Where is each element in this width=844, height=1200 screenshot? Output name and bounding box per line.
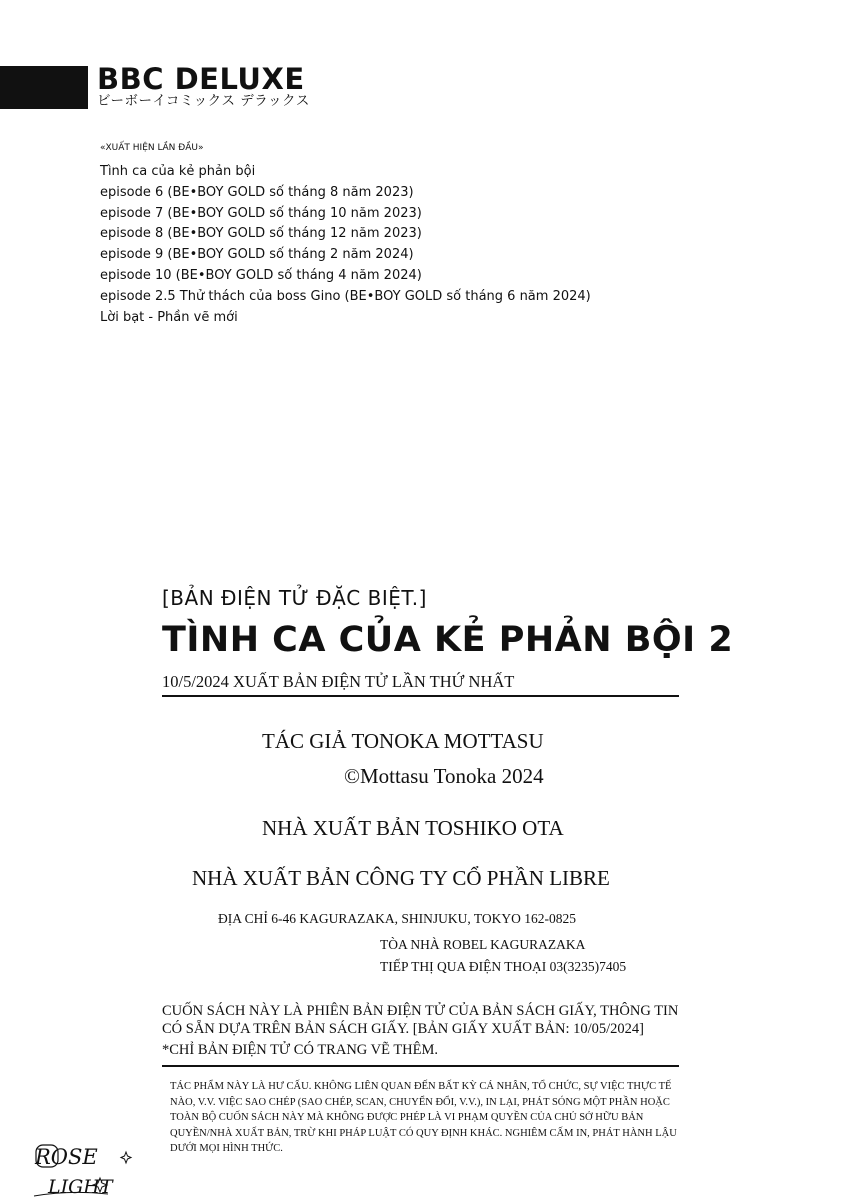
brand-bar xyxy=(0,66,88,109)
logo-text-bottom: LIGHT xyxy=(48,1176,113,1198)
divider-top xyxy=(162,695,679,697)
list-item: episode 7 (BE•BOY GOLD số tháng 10 năm 2023) xyxy=(100,205,422,221)
publication-date: 10/5/2024 XUẤT BẢN ĐIỆN TỬ LẦN THỨ NHẤT xyxy=(162,672,515,691)
address-line: ĐỊA CHỈ 6-46 KAGURAZAKA, SHINJUKU, TOKYO 162-0825 xyxy=(218,911,576,926)
list-item: episode 2.5 Thử thách của boss Gino (BE•BOY GOLD số tháng 6 năm 2024) xyxy=(100,288,591,304)
legal-notice: TÁC PHẨM NÀY LÀ HƯ CẤU. KHÔNG LIÊN QUAN ĐẾN BẤT KỲ CÁ NHÂN, TỔ CHỨC, SỰ VIỆC THỰC TẾ NÀO, V.V. VIỆC SAO CHÉP (SAO CHÉP, SCAN, CHUYỂN ĐỔI, V.V.), IN LẠI, PHÁT SÓNG MỘT PHẦN HOẶC TOÀN BỘ CUỐN SÁCH NÀY MÀ KHÔNG ĐƯỢC PHÉP LÀ VI PHẠM QUYỀN CỦA CHỦ SỞ HỮU BẢN QUYỀN/NHÀ XUẤT BẢN, TRỪ KHI PHÁP LUẬT CÓ QUY ĐỊNH KHÁC. NGHIÊM CẤM IN, PHÁT HÀNH LẬU DƯỚI MỌI HÌNH THỨC. xyxy=(170,1081,677,1154)
list-item: episode 9 (BE•BOY GOLD số tháng 2 năm 2024) xyxy=(100,247,414,263)
book-title: TÌNH CA CỦA KẺ PHẢN BỘI 2 xyxy=(162,620,734,660)
publisher-person: NHÀ XUẤT BẢN TOSHIKO OTA xyxy=(262,816,564,840)
building-line: TÒA NHÀ ROBEL KAGURAZAKA xyxy=(380,937,586,952)
brand-title: BBC DELUXE xyxy=(97,62,305,96)
author-line: TÁC GIẢ TONOKA MOTTASU xyxy=(262,729,544,753)
copyright-line: ©Mottasu Tonoka 2024 xyxy=(344,764,544,788)
first-appearance-list xyxy=(100,162,591,328)
list-item: episode 10 (BE•BOY GOLD số tháng 4 năm 2024) xyxy=(100,267,422,283)
edition-notice: CUỐN SÁCH NÀY LÀ PHIÊN BẢN ĐIỆN TỬ CỦA BẢN SÁCH GIẤY, THÔNG TIN CÓ SẴN DỰA TRÊN BẢN SÁCH GIẤY. [BẢN GIẤY XUẤT BẢN: 10/05/2024] xyxy=(162,1003,679,1037)
publisher-company: NHÀ XUẤT BẢN CÔNG TY CỔ PHẦN LIBRE xyxy=(192,866,610,890)
rose-light-logo xyxy=(30,1138,138,1200)
brand-subtitle: ビーボーイコミックス デラックス xyxy=(97,93,310,109)
list-item: episode 8 (BE•BOY GOLD số tháng 12 năm 2023) xyxy=(100,226,422,242)
edition-notice-extra: *CHỈ BẢN ĐIỆN TỬ CÓ TRANG VẼ THÊM. xyxy=(162,1042,439,1058)
special-edition-label: [BẢN ĐIỆN TỬ ĐẶC BIỆT.] xyxy=(162,586,427,610)
list-item: Tình ca của kẻ phản bội xyxy=(100,164,256,179)
divider-bottom xyxy=(162,1065,679,1067)
first-appearance-heading: «XUẤT HIỆN LẦN ĐẦU» xyxy=(100,143,204,153)
list-item: Lời bạt - Phần vẽ mới xyxy=(100,309,238,325)
logo-text-top: ROSE xyxy=(35,1145,98,1169)
list-item: episode 6 (BE•BOY GOLD số tháng 8 năm 2023) xyxy=(100,184,414,200)
telephone-line: TIẾP THỊ QUA ĐIỆN THOẠI 03(3235)7405 xyxy=(380,959,627,974)
